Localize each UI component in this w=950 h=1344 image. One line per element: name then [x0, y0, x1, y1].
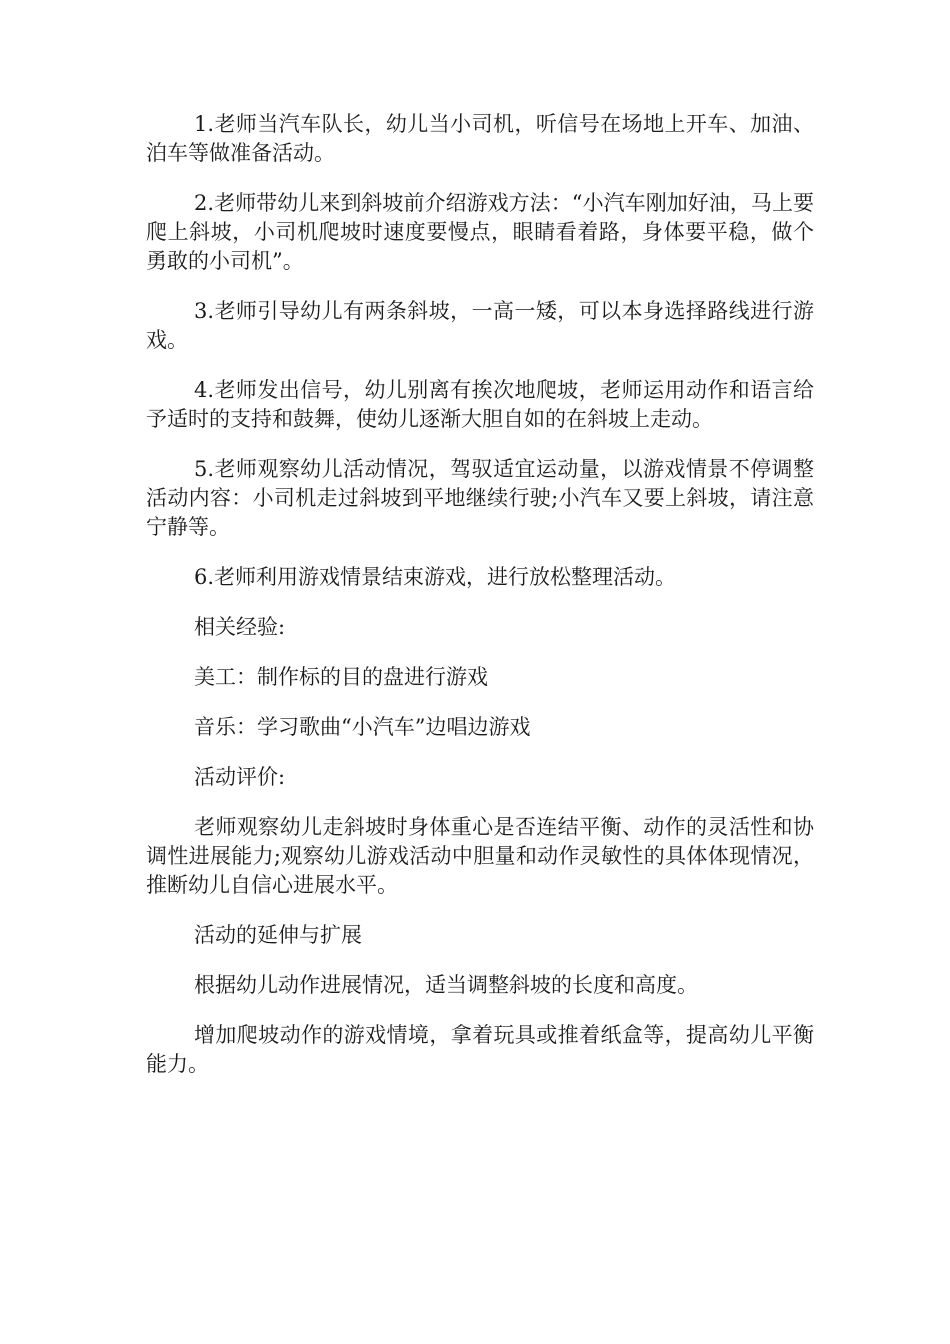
paragraph-extension-1: 根据幼儿动作进展情况，适当调整斜坡的长度和高度。: [194, 973, 698, 997]
paragraph-art: 美工：制作标的目的盘进行游戏: [194, 665, 488, 689]
paragraph-step-3: 3.老师引导幼儿有两条斜坡，一高一矮，可以本身选择路线进行游戏。: [146, 299, 814, 352]
heading-extension: 活动的延伸与扩展: [194, 923, 362, 947]
paragraph-extension-2: 增加爬坡动作的游戏情境，拿着玩具或推着纸盒等，提高幼儿平衡能力。: [146, 1023, 814, 1076]
paragraph-evaluation: 老师观察幼儿走斜坡时身体重心是否连结平衡、动作的灵活性和协调性进展能力;观察幼儿游戏活动中胆量和动作灵敏性的具体体现情况，推断幼儿自信心进展水平。: [146, 815, 814, 897]
heading-activity-evaluation: 活动评价:: [194, 765, 286, 789]
paragraph-step-6: 6.老师利用游戏情景结束游戏，进行放松整理活动。: [194, 565, 677, 589]
paragraph-step-2: 2.老师带幼儿来到斜坡前介绍游戏方法：“小汽车刚加好油，马上要爬上斜坡，小司机爬坡时速度要慢点，眼睛看着路，身体要平稳，做个勇敢的小司机”。: [146, 191, 814, 273]
document-body: [146, 110, 814, 1100]
paragraph-music: 音乐：学习歌曲“小汽车”边唱边游戏: [194, 715, 531, 739]
heading-related-experience: 相关经验:: [194, 615, 286, 639]
paragraph-step-1: 1.老师当汽车队长，幼儿当小司机，听信号在场地上开车、加油、泊车等做准备活动。: [146, 112, 814, 165]
paragraph-step-4: 4.老师发出信号，幼儿别离有挨次地爬坡，老师运用动作和语言给予适时的支持和鼓舞，使幼儿逐渐大胆自如的在斜坡上走动。: [146, 378, 814, 431]
paragraph-step-5: 5.老师观察幼儿活动情况，驾驭适宜运动量，以游戏情景不停调整活动内容：小司机走过斜坡到平地继续行驶;小汽车又要上斜坡，请注意宁静等。: [146, 457, 814, 539]
